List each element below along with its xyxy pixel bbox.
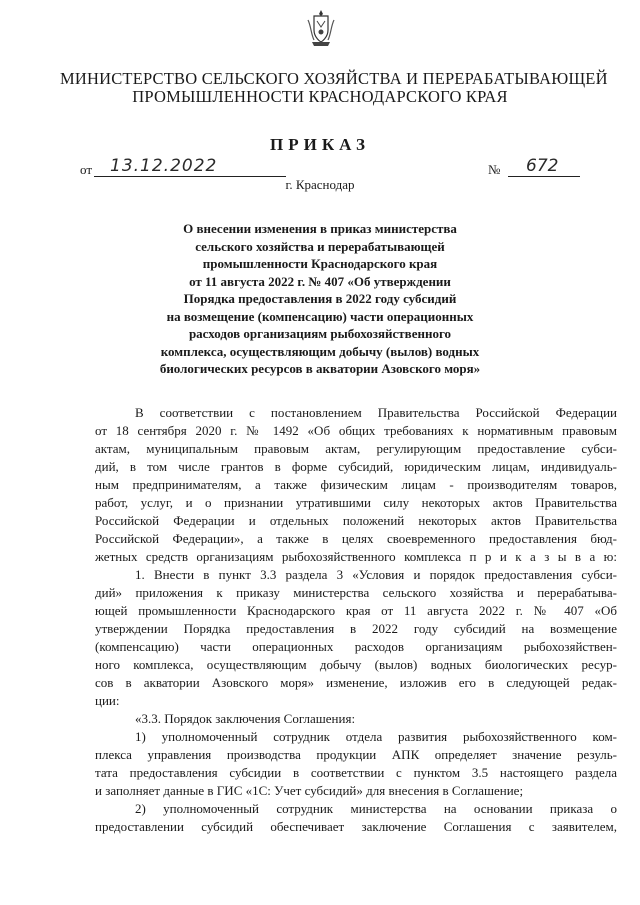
- handwritten-date: 13.12.2022: [110, 156, 218, 176]
- ministry-name: [60, 69, 608, 106]
- subject-line: комплекса, осуществляющим добычу (вылов) водных: [160, 343, 480, 359]
- ministry-line-2: ПРОМЫШЛЕННОСТИ КРАСНОДАРСКОГО КРАЯ: [132, 87, 508, 106]
- document-title: ПРИКАЗ: [270, 135, 370, 154]
- body-line: 2) уполномоченный сотрудник министерства на основании приказа о: [135, 801, 617, 816]
- body-line: актам, муниципальным правовым актам, регулирующим предоставление субси-: [95, 441, 617, 456]
- body-line: В соответствии с постановлением Правительства Российской Федерации: [135, 405, 617, 420]
- body-line: 1) уполномоченный сотрудник отдела развития рыбохозяйственного ком-: [135, 729, 617, 744]
- subject-line: сельского хозяйства и перерабатывающей: [195, 238, 445, 254]
- date-prefix: от: [80, 162, 93, 177]
- body-line: и заполняет данные в ГИС «1С: Учет субсидий» для внесения в Соглашение;: [95, 783, 524, 798]
- number-prefix: №: [488, 162, 501, 177]
- ministry-line-1: МИНИСТЕРСТВО СЕЛЬСКОГО ХОЗЯЙСТВА И ПЕРЕРАБАТЫВАЮЩЕЙ: [60, 69, 608, 88]
- subject-line: расходов организациям рыбохозяйственного: [188, 326, 452, 341]
- body-line: (компенсацию) части операционных расходов организациям рыбохозяйствен-: [95, 639, 617, 654]
- body-line: дий, в том числе грантов в форме субсидий, юридическим лицам, индивидуаль-: [95, 459, 617, 474]
- body-line: Российской Федерации», а также в целях своевременного предоставления бюд-: [95, 531, 617, 546]
- city-name: г. Краснодар: [285, 177, 355, 192]
- body-line: тата предоставления субсидии в соответствии с пунктом 3.5 настоящего раздела: [95, 765, 617, 780]
- coat-of-arms-emblem: [304, 8, 338, 48]
- body-line: ным предпринимателям, а также физическим лицам - производителям товаров,: [95, 477, 617, 492]
- subject-line: Порядка предоставления в 2022 году субсидий: [183, 291, 457, 306]
- body-line: ного комплекса, осуществляющим добычу (вылов) водных биологических ресур-: [95, 657, 617, 672]
- subject-line: от 11 августа 2022 г. № 407 «Об утверждении: [189, 273, 451, 289]
- subject-line: на возмещение (компенсацию) части операционных: [166, 308, 474, 324]
- handwritten-number: 672: [526, 156, 559, 176]
- subject-line: О внесении изменения в приказ министерства: [183, 221, 457, 236]
- subject-line: промышленности Краснодарского края: [202, 256, 438, 271]
- order-body: [95, 404, 617, 836]
- order-subject: [120, 220, 520, 378]
- body-line: предоставлении субсидий обеспечивает заключение Соглашения с заявителем,: [95, 819, 617, 834]
- subject-line: биологических ресурсов в акватории Азовского моря»: [159, 361, 481, 376]
- body-line: ции:: [95, 693, 120, 708]
- body-line: Российской Федерации и отдельных положений некоторых актов Правительства: [95, 513, 617, 528]
- body-line: сов в акватории Азовского моря» изменение, изложив его в следующей редак-: [95, 675, 617, 690]
- body-line: дий» приложения к приказу министерства сельского хозяйства и перерабатыва-: [95, 585, 617, 600]
- body-line: 1. Внести в пункт 3.3 раздела 3 «Условия и порядок предоставления субси-: [135, 567, 617, 582]
- body-line: утверждении Порядка предоставления в 2022 году субсидий на возмещение: [95, 621, 617, 636]
- body-line: жетных средств организациям рыбохозяйственного комплекса п р и к а з ы в а ю:: [95, 549, 617, 564]
- body-line: от 18 сентября 2020 г. № 1492 «Об общих требованиях к нормативным правовым: [95, 423, 617, 438]
- body-line: «3.3. Порядок заключения Соглашения:: [135, 711, 356, 726]
- body-line: работ, услуг, и о признании утратившими силу некоторых актов Правительства: [95, 495, 617, 510]
- body-line: ющей промышленности Краснодарского края от 11 августа 2022 г. № 407 «Об: [95, 603, 617, 618]
- body-line: плекса управления производства продукции АПК определяет значение резуль-: [95, 747, 617, 762]
